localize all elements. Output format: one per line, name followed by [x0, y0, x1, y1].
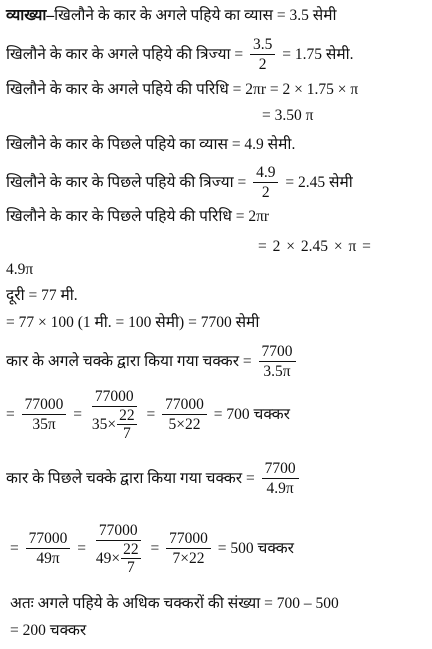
rear-wheel-diameter-text: खिलौने के कार के पिछले पहिये का व्यास = 4.9 सेमी. — [6, 136, 296, 153]
fraction-numerator: 4.9 — [253, 164, 278, 183]
fraction-denominator: 3.5π — [263, 363, 291, 380]
distance-text: दूरी = 77 मी. — [6, 287, 78, 304]
nested-fraction — [117, 408, 137, 441]
fraction-denominator: 49π — [36, 550, 60, 567]
front-wheel-radius-text: खिलौने के कार के अगले पहिये की त्रिज्या = — [6, 45, 244, 63]
fraction-numerator: 3.5 — [250, 36, 275, 55]
distance-conversion-line — [6, 313, 259, 333]
fraction-numerator: 77000 — [96, 522, 141, 541]
fraction-denominator: 2 — [261, 184, 270, 201]
distance-conversion-text: = 77 × 100 (1 मी. = 100 सेमी) = 7700 सेमी — [6, 314, 260, 331]
final-answer-line — [10, 621, 86, 641]
final-answer-text: = 200 चक्कर — [10, 622, 87, 639]
denominator-prefix: 49× — [95, 550, 121, 567]
rear-revolutions-calc-line — [10, 522, 294, 575]
fraction-numerator: 22 — [123, 541, 139, 558]
equals-sign: = — [73, 405, 82, 423]
rear-circumference-expression: = 2 × 2.45 × π = — [258, 238, 371, 255]
equals-sign: = — [150, 539, 160, 557]
rear-circumference-value: 4.9π — [6, 261, 34, 278]
fraction-denominator: 35π — [32, 416, 56, 433]
fraction-denominator — [89, 407, 140, 441]
rear-wheel-circumference-text: खिलौने के कार के पिछले पहिये की परिधि = 2πr — [6, 208, 270, 225]
fraction-denominator: 4.9π — [266, 480, 294, 497]
explanation-heading: व्याख्या– — [6, 7, 55, 24]
front-wheel-circumference-result — [262, 106, 313, 126]
rear-revolutions-line — [6, 460, 302, 497]
fraction-numerator: 77000 — [26, 530, 71, 549]
equals-sign: = — [77, 539, 86, 557]
fraction-numerator: 77000 — [162, 396, 207, 415]
front-revolutions-calc-line — [6, 388, 290, 441]
fraction-numerator: 7700 — [259, 343, 296, 362]
difference-line — [10, 594, 339, 614]
calc-fraction-3 — [166, 530, 211, 567]
front-wheel-circumference-line — [6, 80, 358, 100]
fraction-numerator: 22 — [119, 407, 135, 424]
rear-revolutions-result: = 500 चक्कर — [217, 539, 295, 557]
rear-radius-fraction — [253, 164, 278, 201]
front-revolutions-result: = 700 चक्कर — [213, 405, 291, 423]
fraction-numerator: 77000 — [22, 396, 67, 415]
rear-wheel-circumference-result — [6, 260, 33, 280]
rear-wheel-circumference-line — [6, 207, 269, 227]
rear-wheel-radius-line — [6, 164, 353, 201]
equals-sign: = — [10, 539, 19, 557]
equals-sign: = — [146, 405, 156, 423]
fraction-denominator: 2 — [258, 56, 267, 73]
calc-fraction-2 — [89, 388, 140, 441]
calc-fraction-1 — [26, 530, 71, 567]
calc-fraction-1 — [22, 396, 67, 433]
denominator-prefix: 35× — [91, 416, 117, 433]
front-wheel-radius-line — [6, 36, 354, 73]
fraction-denominator: 7×22 — [172, 550, 205, 567]
fraction-denominator: 7 — [127, 559, 135, 576]
fraction-numerator: 77000 — [166, 530, 211, 549]
difference-text: अतः अगले पहिये के अधिक चक्करों की संख्या = 700 – 500 — [10, 595, 339, 612]
rear-wheel-diameter-line — [6, 135, 295, 155]
fraction-denominator: 5×22 — [168, 416, 201, 433]
rear-wheel-radius-result: = 2.45 सेमी — [285, 173, 353, 191]
rear-wheel-radius-text: खिलौने के कार के पिछले पहिये की त्रिज्या = — [6, 173, 247, 191]
equals-sign: = — [6, 405, 15, 423]
rear-revolutions-fraction — [262, 460, 299, 497]
distance-line — [6, 286, 78, 306]
fraction-denominator: 7 — [123, 425, 131, 442]
front-wheel-diameter-text: खिलौने के कार के अगले पहिये का व्यास = 3.5 सेमी — [54, 7, 337, 24]
fraction-numerator: 7700 — [262, 460, 299, 479]
rear-revolutions-text: कार के पिछले चक्के द्वारा किया गया चक्कर = — [6, 469, 255, 487]
explanation-line-1 — [6, 6, 336, 26]
front-wheel-radius-result: = 1.75 सेमी. — [282, 45, 354, 63]
calc-fraction-3 — [162, 396, 207, 433]
rear-wheel-circumference-calc — [258, 237, 371, 257]
front-circumference-value: = 3.50 π — [262, 107, 314, 124]
front-revolutions-line — [6, 343, 299, 380]
front-wheel-circumference-text: खिलौने के कार के अगले पहिये की परिधि = 2πr = 2 × 1.75 × π — [6, 81, 359, 98]
nested-fraction — [121, 542, 141, 575]
front-revolutions-text: कार के अगले चक्के द्वारा किया गया चक्कर = — [6, 352, 252, 370]
calc-fraction-2 — [93, 522, 144, 575]
fraction-denominator — [93, 541, 144, 575]
fraction-numerator: 77000 — [92, 388, 137, 407]
front-revolutions-fraction — [259, 343, 296, 380]
front-radius-fraction — [250, 36, 275, 73]
